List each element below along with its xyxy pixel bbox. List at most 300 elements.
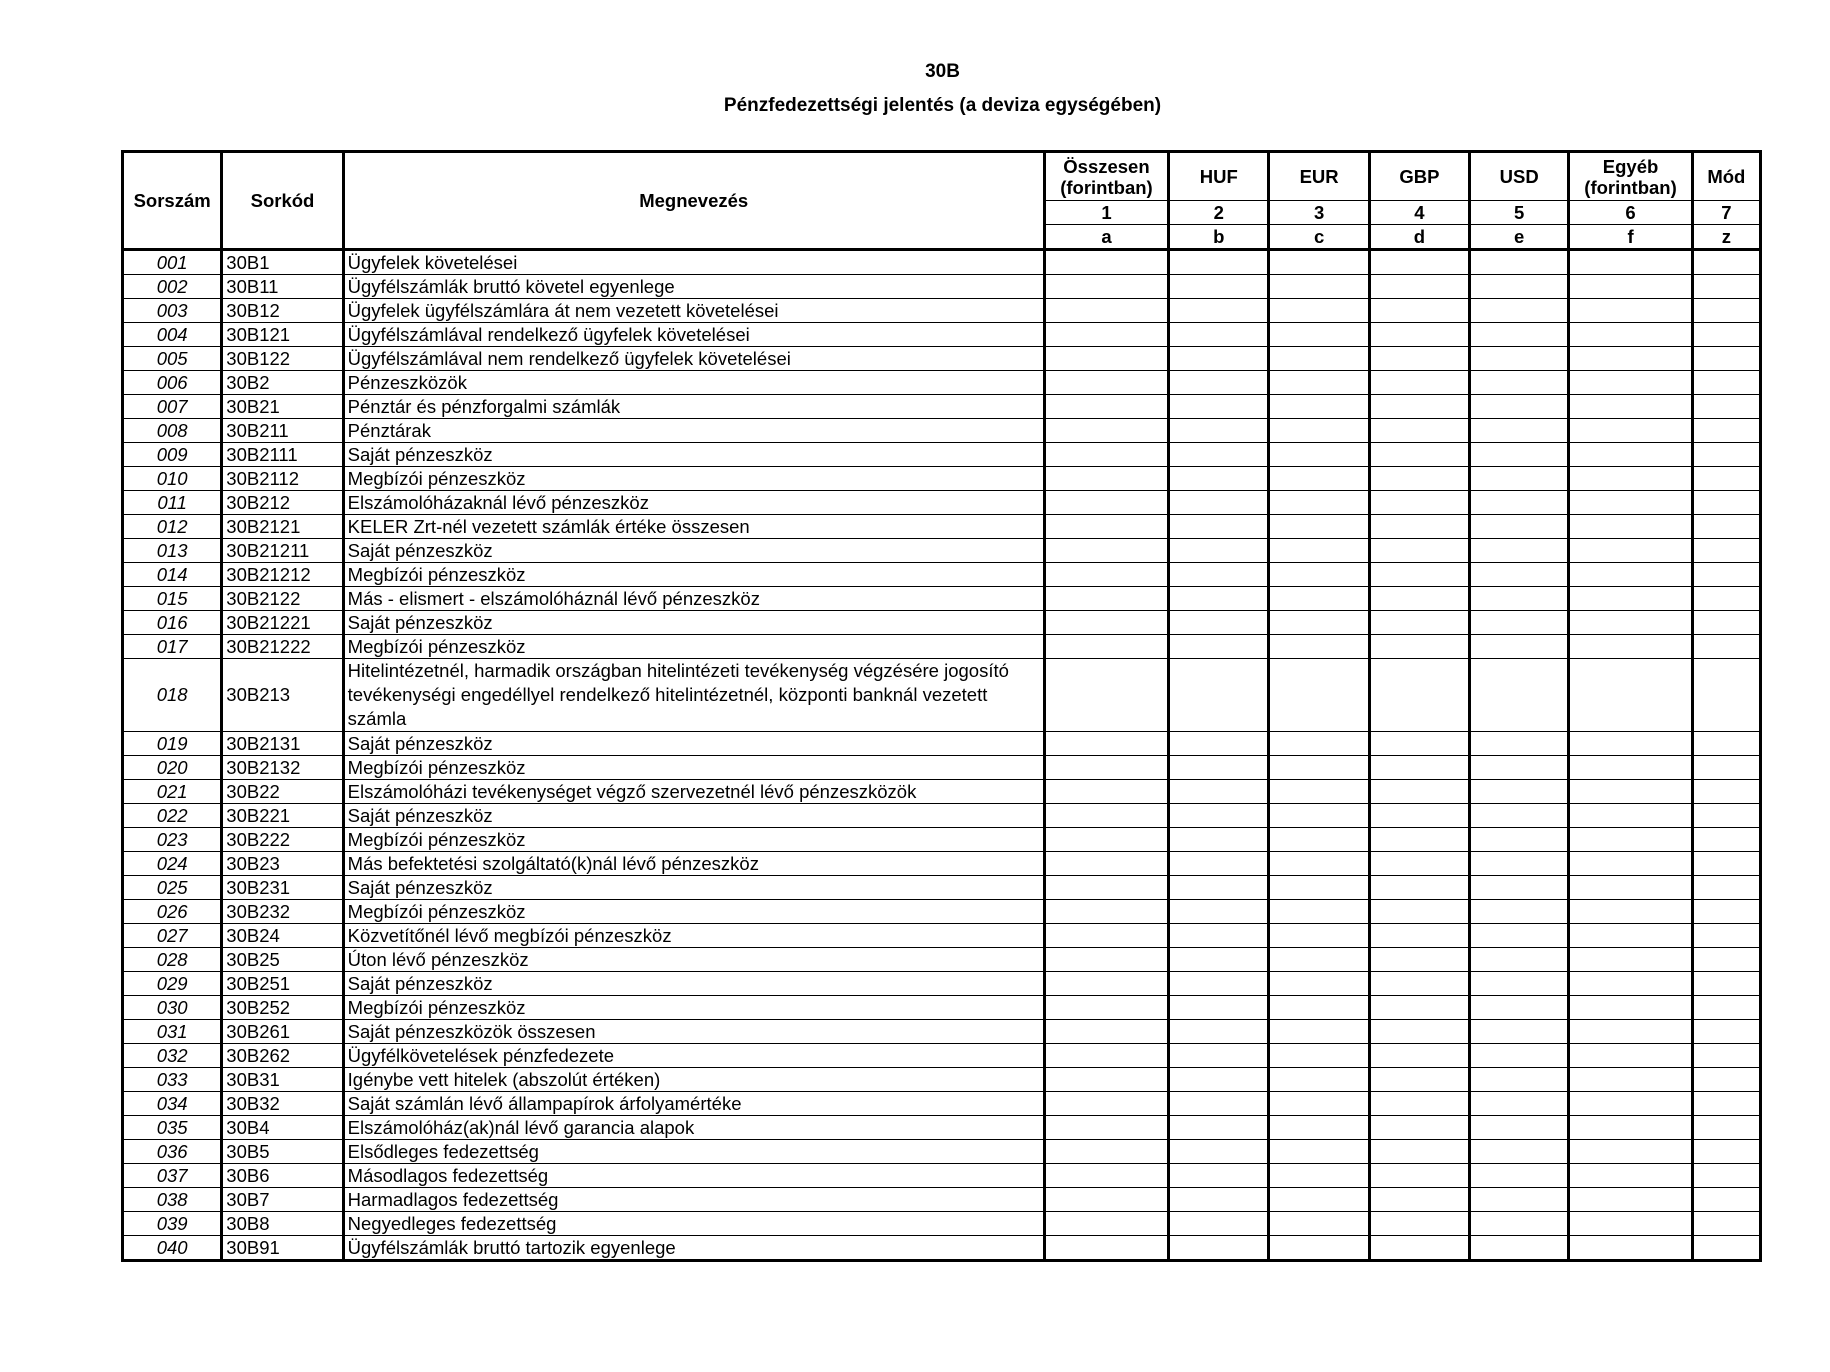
value-cell[interactable] [1470, 828, 1569, 852]
value-cell[interactable] [1569, 635, 1692, 659]
value-cell[interactable] [1169, 900, 1269, 924]
value-cell[interactable] [1470, 948, 1569, 972]
value-cell[interactable] [1369, 1188, 1469, 1212]
value-cell[interactable] [1470, 972, 1569, 996]
value-cell[interactable] [1692, 1188, 1760, 1212]
value-cell[interactable] [1044, 1188, 1168, 1212]
value-cell[interactable] [1169, 1116, 1269, 1140]
value-cell[interactable] [1569, 1068, 1692, 1092]
value-cell[interactable] [1269, 1140, 1369, 1164]
value-cell[interactable] [1169, 1188, 1269, 1212]
value-cell[interactable] [1470, 275, 1569, 299]
value-cell[interactable] [1044, 996, 1168, 1020]
value-cell[interactable] [1470, 467, 1569, 491]
value-cell[interactable] [1169, 756, 1269, 780]
value-cell[interactable] [1569, 515, 1692, 539]
table-row [123, 1044, 1761, 1068]
value-cell[interactable] [1369, 804, 1469, 828]
value-cell[interactable] [1044, 515, 1168, 539]
col-letter: a [1044, 225, 1168, 250]
value-cell[interactable] [1369, 491, 1469, 515]
value-cell[interactable] [1569, 852, 1692, 876]
value-cell[interactable] [1369, 1068, 1469, 1092]
value-cell[interactable] [1692, 299, 1760, 323]
value-cell[interactable] [1044, 1140, 1168, 1164]
value-cell[interactable] [1569, 539, 1692, 563]
value-cell[interactable] [1470, 1116, 1569, 1140]
value-cell[interactable] [1044, 275, 1168, 299]
value-cell[interactable] [1692, 467, 1760, 491]
value-cell[interactable] [1269, 347, 1369, 371]
value-cell[interactable] [1470, 1020, 1569, 1044]
value-cell[interactable] [1569, 1212, 1692, 1236]
value-cell[interactable] [1169, 924, 1269, 948]
value-cell[interactable] [1269, 443, 1369, 467]
value-cell[interactable] [1369, 1044, 1469, 1068]
value-cell[interactable] [1470, 1140, 1569, 1164]
value-cell[interactable] [1269, 635, 1369, 659]
value-cell[interactable] [1269, 659, 1369, 732]
value-cell[interactable] [1169, 395, 1269, 419]
value-cell[interactable] [1044, 1236, 1168, 1261]
value-cell[interactable] [1169, 491, 1269, 515]
value-cell[interactable] [1692, 756, 1760, 780]
value-cell[interactable] [1269, 900, 1369, 924]
table-row [123, 876, 1761, 900]
value-cell[interactable] [1044, 828, 1168, 852]
value-cell[interactable] [1569, 1140, 1692, 1164]
value-cell[interactable] [1369, 876, 1469, 900]
value-cell[interactable] [1169, 1044, 1269, 1068]
value-cell[interactable] [1692, 1116, 1760, 1140]
value-cell[interactable] [1169, 732, 1269, 756]
row-name: Hitelintézetnél, harmadik országban hitelintézeti tevékenység végzésére jogosító tevékenységi engedéllyel rendelkező hitelintézetnél, központi banknál vezetett számla [343, 659, 1044, 732]
value-cell[interactable] [1044, 467, 1168, 491]
value-cell[interactable] [1044, 659, 1168, 732]
value-cell[interactable] [1369, 275, 1469, 299]
value-cell[interactable] [1470, 924, 1569, 948]
value-cell[interactable] [1269, 371, 1369, 395]
value-cell[interactable] [1470, 996, 1569, 1020]
value-cell[interactable] [1269, 924, 1369, 948]
value-cell[interactable] [1692, 732, 1760, 756]
value-cell[interactable] [1470, 1044, 1569, 1068]
value-cell[interactable] [1470, 611, 1569, 635]
table-row [123, 659, 1761, 732]
value-cell[interactable] [1369, 323, 1469, 347]
value-cell[interactable] [1369, 587, 1469, 611]
value-cell[interactable] [1569, 443, 1692, 467]
value-cell[interactable] [1569, 780, 1692, 804]
value-cell[interactable] [1369, 756, 1469, 780]
value-cell[interactable] [1692, 635, 1760, 659]
value-cell[interactable] [1692, 395, 1760, 419]
value-cell[interactable] [1269, 1044, 1369, 1068]
value-cell[interactable] [1569, 299, 1692, 323]
value-cell[interactable] [1470, 635, 1569, 659]
value-cell[interactable] [1470, 1068, 1569, 1092]
value-cell[interactable] [1269, 539, 1369, 563]
row-name: Saját pénzeszköz [343, 611, 1044, 635]
value-cell[interactable] [1692, 1212, 1760, 1236]
value-cell[interactable] [1692, 828, 1760, 852]
value-cell[interactable] [1470, 852, 1569, 876]
value-cell[interactable] [1169, 1020, 1269, 1044]
value-cell[interactable] [1569, 948, 1692, 972]
row-number: 005 [123, 347, 222, 371]
value-cell[interactable] [1044, 852, 1168, 876]
table-row [123, 1140, 1761, 1164]
value-cell[interactable] [1569, 419, 1692, 443]
value-cell[interactable] [1692, 876, 1760, 900]
value-cell[interactable] [1044, 250, 1168, 275]
value-cell[interactable] [1369, 1164, 1469, 1188]
value-cell[interactable] [1269, 780, 1369, 804]
value-cell[interactable] [1369, 852, 1469, 876]
value-cell[interactable] [1044, 395, 1168, 419]
value-cell[interactable] [1169, 876, 1269, 900]
value-cell[interactable] [1692, 996, 1760, 1020]
value-cell[interactable] [1369, 948, 1469, 972]
value-cell[interactable] [1470, 780, 1569, 804]
value-cell[interactable] [1470, 1188, 1569, 1212]
value-cell[interactable] [1470, 299, 1569, 323]
value-cell[interactable] [1569, 804, 1692, 828]
value-cell[interactable] [1369, 539, 1469, 563]
value-cell[interactable] [1044, 1068, 1168, 1092]
value-cell[interactable] [1470, 876, 1569, 900]
value-cell[interactable] [1369, 924, 1469, 948]
value-cell[interactable] [1269, 1236, 1369, 1261]
value-cell[interactable] [1470, 756, 1569, 780]
value-cell[interactable] [1169, 659, 1269, 732]
value-cell[interactable] [1470, 1092, 1569, 1116]
value-cell[interactable] [1044, 756, 1168, 780]
value-cell[interactable] [1369, 371, 1469, 395]
value-cell[interactable] [1470, 395, 1569, 419]
value-cell[interactable] [1269, 395, 1369, 419]
value-cell[interactable] [1369, 659, 1469, 732]
value-cell[interactable] [1470, 587, 1569, 611]
value-cell[interactable] [1169, 539, 1269, 563]
value-cell[interactable] [1044, 587, 1168, 611]
value-cell[interactable] [1269, 828, 1369, 852]
value-cell[interactable] [1692, 1140, 1760, 1164]
value-cell[interactable] [1569, 250, 1692, 275]
value-cell[interactable] [1569, 1164, 1692, 1188]
value-cell[interactable] [1692, 804, 1760, 828]
value-cell[interactable] [1692, 611, 1760, 635]
value-cell[interactable] [1569, 996, 1692, 1020]
value-cell[interactable] [1169, 1140, 1269, 1164]
value-cell[interactable] [1470, 419, 1569, 443]
value-cell[interactable] [1470, 1212, 1569, 1236]
value-cell[interactable] [1269, 804, 1369, 828]
value-cell[interactable] [1169, 250, 1269, 275]
value-cell[interactable] [1169, 780, 1269, 804]
value-cell[interactable] [1569, 876, 1692, 900]
value-cell[interactable] [1044, 732, 1168, 756]
value-cell[interactable] [1169, 515, 1269, 539]
value-cell[interactable] [1470, 659, 1569, 732]
row-code: 30B222 [222, 828, 343, 852]
value-cell[interactable] [1169, 948, 1269, 972]
value-cell[interactable] [1369, 635, 1469, 659]
value-cell[interactable] [1692, 1044, 1760, 1068]
value-cell[interactable] [1269, 587, 1369, 611]
value-cell[interactable] [1369, 828, 1469, 852]
value-cell[interactable] [1044, 1020, 1168, 1044]
row-code: 30B21221 [222, 611, 343, 635]
value-cell[interactable] [1569, 275, 1692, 299]
value-cell[interactable] [1470, 1164, 1569, 1188]
value-cell[interactable] [1569, 563, 1692, 587]
value-cell[interactable] [1044, 948, 1168, 972]
value-cell[interactable] [1369, 1212, 1469, 1236]
value-cell[interactable] [1692, 419, 1760, 443]
value-cell[interactable] [1569, 587, 1692, 611]
value-cell[interactable] [1369, 780, 1469, 804]
value-cell[interactable] [1369, 996, 1469, 1020]
value-cell[interactable] [1569, 323, 1692, 347]
value-cell[interactable] [1692, 972, 1760, 996]
value-cell[interactable] [1692, 539, 1760, 563]
row-code: 30B21 [222, 395, 343, 419]
value-cell[interactable] [1569, 659, 1692, 732]
value-cell[interactable] [1044, 323, 1168, 347]
value-cell[interactable] [1169, 1236, 1269, 1261]
value-cell[interactable] [1269, 996, 1369, 1020]
value-cell[interactable] [1169, 323, 1269, 347]
value-cell[interactable] [1269, 1020, 1369, 1044]
value-cell[interactable] [1692, 948, 1760, 972]
value-cell[interactable] [1044, 371, 1168, 395]
value-cell[interactable] [1569, 900, 1692, 924]
value-cell[interactable] [1470, 491, 1569, 515]
value-cell[interactable] [1044, 876, 1168, 900]
value-cell[interactable] [1692, 275, 1760, 299]
value-cell[interactable] [1044, 780, 1168, 804]
value-cell[interactable] [1692, 900, 1760, 924]
value-cell[interactable] [1269, 876, 1369, 900]
value-cell[interactable] [1692, 491, 1760, 515]
value-cell[interactable] [1569, 1188, 1692, 1212]
value-cell[interactable] [1044, 563, 1168, 587]
value-cell[interactable] [1369, 467, 1469, 491]
value-cell[interactable] [1044, 1116, 1168, 1140]
value-cell[interactable] [1692, 924, 1760, 948]
value-cell[interactable] [1269, 299, 1369, 323]
value-cell[interactable] [1692, 1020, 1760, 1044]
value-cell[interactable] [1269, 1092, 1369, 1116]
value-cell[interactable] [1470, 323, 1569, 347]
value-cell[interactable] [1692, 443, 1760, 467]
value-cell[interactable] [1692, 852, 1760, 876]
value-cell[interactable] [1169, 275, 1269, 299]
value-cell[interactable] [1169, 467, 1269, 491]
value-cell[interactable] [1470, 1236, 1569, 1261]
row-number: 016 [123, 611, 222, 635]
value-cell[interactable] [1470, 443, 1569, 467]
value-cell[interactable] [1044, 1212, 1168, 1236]
value-cell[interactable] [1169, 1164, 1269, 1188]
value-cell[interactable] [1369, 1140, 1469, 1164]
value-cell[interactable] [1044, 443, 1168, 467]
value-cell[interactable] [1269, 491, 1369, 515]
value-cell[interactable] [1569, 347, 1692, 371]
value-cell[interactable] [1369, 1116, 1469, 1140]
table-row [123, 900, 1761, 924]
value-cell[interactable] [1169, 1068, 1269, 1092]
value-cell[interactable] [1269, 852, 1369, 876]
value-cell[interactable] [1692, 1092, 1760, 1116]
value-cell[interactable] [1470, 515, 1569, 539]
value-cell[interactable] [1369, 347, 1469, 371]
value-cell[interactable] [1369, 443, 1469, 467]
value-cell[interactable] [1169, 371, 1269, 395]
value-cell[interactable] [1269, 1068, 1369, 1092]
value-cell[interactable] [1044, 419, 1168, 443]
value-cell[interactable] [1269, 1164, 1369, 1188]
col-number: 2 [1169, 201, 1269, 225]
value-cell[interactable] [1169, 972, 1269, 996]
value-cell[interactable] [1044, 1164, 1168, 1188]
value-cell[interactable] [1169, 1092, 1269, 1116]
value-cell[interactable] [1369, 900, 1469, 924]
value-cell[interactable] [1692, 371, 1760, 395]
value-cell[interactable] [1169, 852, 1269, 876]
value-cell[interactable] [1470, 347, 1569, 371]
value-cell[interactable] [1269, 611, 1369, 635]
value-cell[interactable] [1692, 1164, 1760, 1188]
value-cell[interactable] [1044, 611, 1168, 635]
value-cell[interactable] [1692, 250, 1760, 275]
value-cell[interactable] [1044, 1044, 1168, 1068]
value-cell[interactable] [1044, 347, 1168, 371]
value-cell[interactable] [1692, 780, 1760, 804]
value-cell[interactable] [1692, 323, 1760, 347]
value-cell[interactable] [1169, 587, 1269, 611]
value-cell[interactable] [1369, 395, 1469, 419]
value-cell[interactable] [1470, 563, 1569, 587]
value-cell[interactable] [1169, 635, 1269, 659]
value-cell[interactable] [1692, 563, 1760, 587]
value-cell[interactable] [1044, 539, 1168, 563]
value-cell[interactable] [1169, 996, 1269, 1020]
value-cell[interactable] [1369, 1092, 1469, 1116]
value-cell[interactable] [1269, 1188, 1369, 1212]
value-cell[interactable] [1044, 491, 1168, 515]
value-cell[interactable] [1369, 972, 1469, 996]
value-cell[interactable] [1569, 1092, 1692, 1116]
value-cell[interactable] [1569, 1020, 1692, 1044]
value-cell[interactable] [1169, 443, 1269, 467]
value-cell[interactable] [1369, 1020, 1469, 1044]
value-cell[interactable] [1044, 900, 1168, 924]
value-cell[interactable] [1569, 611, 1692, 635]
value-cell[interactable] [1169, 419, 1269, 443]
value-cell[interactable] [1369, 515, 1469, 539]
value-cell[interactable] [1470, 804, 1569, 828]
value-cell[interactable] [1692, 587, 1760, 611]
value-cell[interactable] [1692, 1236, 1760, 1261]
value-cell[interactable] [1369, 1236, 1469, 1261]
value-cell[interactable] [1470, 250, 1569, 275]
value-cell[interactable] [1470, 539, 1569, 563]
value-cell[interactable] [1569, 395, 1692, 419]
value-cell[interactable] [1269, 972, 1369, 996]
value-cell[interactable] [1692, 515, 1760, 539]
value-cell[interactable] [1569, 371, 1692, 395]
value-cell[interactable] [1269, 1212, 1369, 1236]
value-cell[interactable] [1044, 299, 1168, 323]
value-cell[interactable] [1569, 1044, 1692, 1068]
value-cell[interactable] [1044, 924, 1168, 948]
value-cell[interactable] [1169, 299, 1269, 323]
value-cell[interactable] [1470, 900, 1569, 924]
value-cell[interactable] [1269, 323, 1369, 347]
row-number: 025 [123, 876, 222, 900]
value-cell[interactable] [1369, 250, 1469, 275]
value-cell[interactable] [1470, 371, 1569, 395]
value-cell[interactable] [1569, 756, 1692, 780]
row-name: Saját pénzeszköz [343, 539, 1044, 563]
value-cell[interactable] [1269, 756, 1369, 780]
value-cell[interactable] [1692, 1068, 1760, 1092]
value-cell[interactable] [1269, 467, 1369, 491]
table-row [123, 539, 1761, 563]
value-cell[interactable] [1569, 467, 1692, 491]
row-code: 30B24 [222, 924, 343, 948]
value-cell[interactable] [1369, 419, 1469, 443]
value-cell[interactable] [1569, 924, 1692, 948]
value-cell[interactable] [1692, 347, 1760, 371]
value-cell[interactable] [1269, 515, 1369, 539]
value-cell[interactable] [1569, 732, 1692, 756]
value-cell[interactable] [1169, 1212, 1269, 1236]
value-cell[interactable] [1369, 299, 1469, 323]
value-cell[interactable] [1569, 1116, 1692, 1140]
value-cell[interactable] [1169, 611, 1269, 635]
value-cell[interactable] [1369, 732, 1469, 756]
value-cell[interactable] [1369, 563, 1469, 587]
value-cell[interactable] [1044, 972, 1168, 996]
value-cell[interactable] [1569, 491, 1692, 515]
value-cell[interactable] [1169, 804, 1269, 828]
row-name: Saját pénzeszköz [343, 972, 1044, 996]
value-cell[interactable] [1269, 563, 1369, 587]
value-cell[interactable] [1169, 347, 1269, 371]
value-cell[interactable] [1269, 250, 1369, 275]
value-cell[interactable] [1269, 1116, 1369, 1140]
value-cell[interactable] [1044, 635, 1168, 659]
value-cell[interactable] [1044, 804, 1168, 828]
value-cell[interactable] [1169, 563, 1269, 587]
value-cell[interactable] [1169, 828, 1269, 852]
value-cell[interactable] [1569, 972, 1692, 996]
row-name: Közvetítőnél lévő megbízói pénzeszköz [343, 924, 1044, 948]
value-cell[interactable] [1044, 1092, 1168, 1116]
value-cell[interactable] [1269, 948, 1369, 972]
value-cell[interactable] [1569, 828, 1692, 852]
value-cell[interactable] [1269, 419, 1369, 443]
value-cell[interactable] [1692, 659, 1760, 732]
value-cell[interactable] [1470, 732, 1569, 756]
value-cell[interactable] [1569, 1236, 1692, 1261]
value-cell[interactable] [1269, 275, 1369, 299]
value-cell[interactable] [1269, 732, 1369, 756]
value-cell[interactable] [1369, 611, 1469, 635]
